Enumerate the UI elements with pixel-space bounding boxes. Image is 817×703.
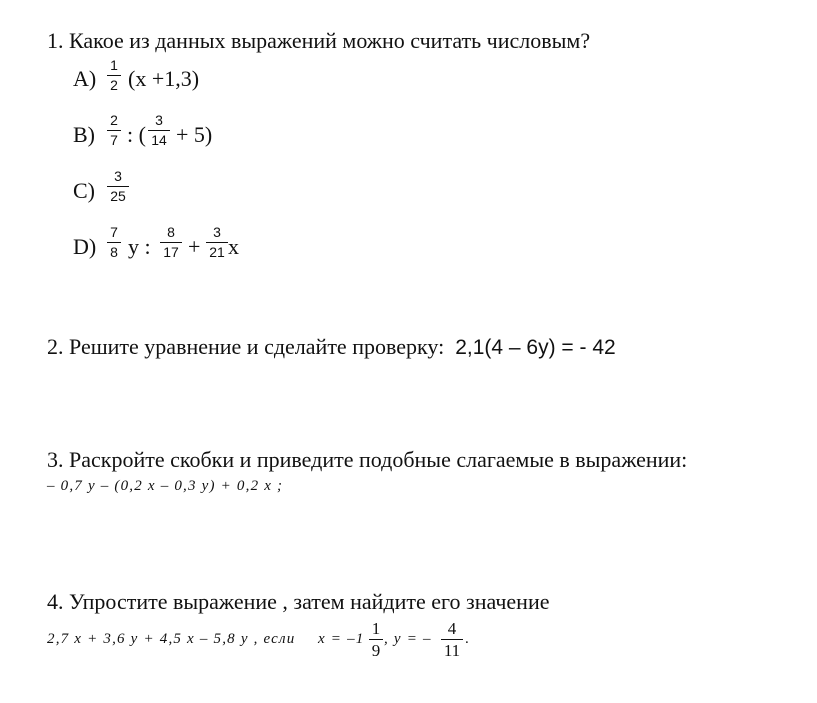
option-d-var: x [228,234,239,259]
numerator: 3 [155,112,163,128]
question-4-expr-main: 2,7 x + 3,6 y + 4,5 x – 5,8 y , если [47,631,296,647]
numerator: 1 [371,619,381,638]
numerator: 3 [213,224,221,240]
denominator: 21 [209,244,225,260]
numerator: 8 [167,224,175,240]
fraction-bar [160,242,182,243]
question-3-title: 3. Раскройте скобки и приведите подобные слагаемые в выражении: [47,447,688,472]
option-d-fraction-2 [160,224,182,260]
question-2-title: 2. Решите уравнение и сделайте проверку: [47,334,445,359]
fraction-bar [107,75,121,76]
question-4-title: 4. Упростите выражение , затем найдите его значение [47,589,550,614]
fraction-bar [441,639,463,640]
option-d-mid: y : [128,234,151,259]
question-2 [47,334,616,361]
question-4-y-eq: , y = – [384,631,432,647]
fraction-bar [148,130,170,131]
option-b-rest: + 5) [176,122,213,147]
option-d-fraction-3 [206,224,228,260]
question-3-expression: – 0,7 y – (0,2 x – 0,3 y) + 0,2 x ; [47,478,284,494]
denominator: 8 [110,244,118,260]
numerator: 2 [110,112,118,128]
option-b-fraction-2 [148,112,170,148]
option-a-rest: (x +1,3) [128,66,200,91]
option-d-label: D) [73,234,97,259]
numerator: 4 [447,619,457,638]
denominator: 9 [371,641,381,660]
denominator: 2 [110,77,118,93]
question-1-title: 1. Какое из данных выражений можно считать числовым? [47,28,591,53]
fraction-bar [206,242,228,243]
question-4-end: . [465,631,470,647]
option-b-fraction-1 [107,112,121,148]
numerator: 7 [110,224,118,240]
question-4-x-eq: x = –1 [318,631,365,647]
fraction-bar [107,130,121,131]
fraction-bar [107,242,121,243]
denominator: 25 [110,188,126,204]
option-c-fraction [107,168,129,204]
option-b-mid: : ( [127,122,146,147]
option-a-label: A) [73,66,97,91]
option-d-fraction-1 [107,224,121,260]
question-4-x-fraction [369,620,383,660]
fraction-bar [107,186,129,187]
option-b-label: B) [73,122,95,147]
option-c-label: C) [73,178,95,203]
fraction-bar [369,639,383,640]
question-4-y-fraction [441,620,463,660]
denominator: 11 [443,641,461,660]
option-a-fraction [107,57,121,93]
numerator: 1 [110,57,118,73]
denominator: 17 [163,244,179,260]
option-d-plus: + [188,234,201,259]
question-2-equation: 2,1(4 – 6y) = - 42 [455,336,616,359]
denominator: 14 [151,132,167,148]
denominator: 7 [110,132,118,148]
numerator: 3 [114,168,122,184]
